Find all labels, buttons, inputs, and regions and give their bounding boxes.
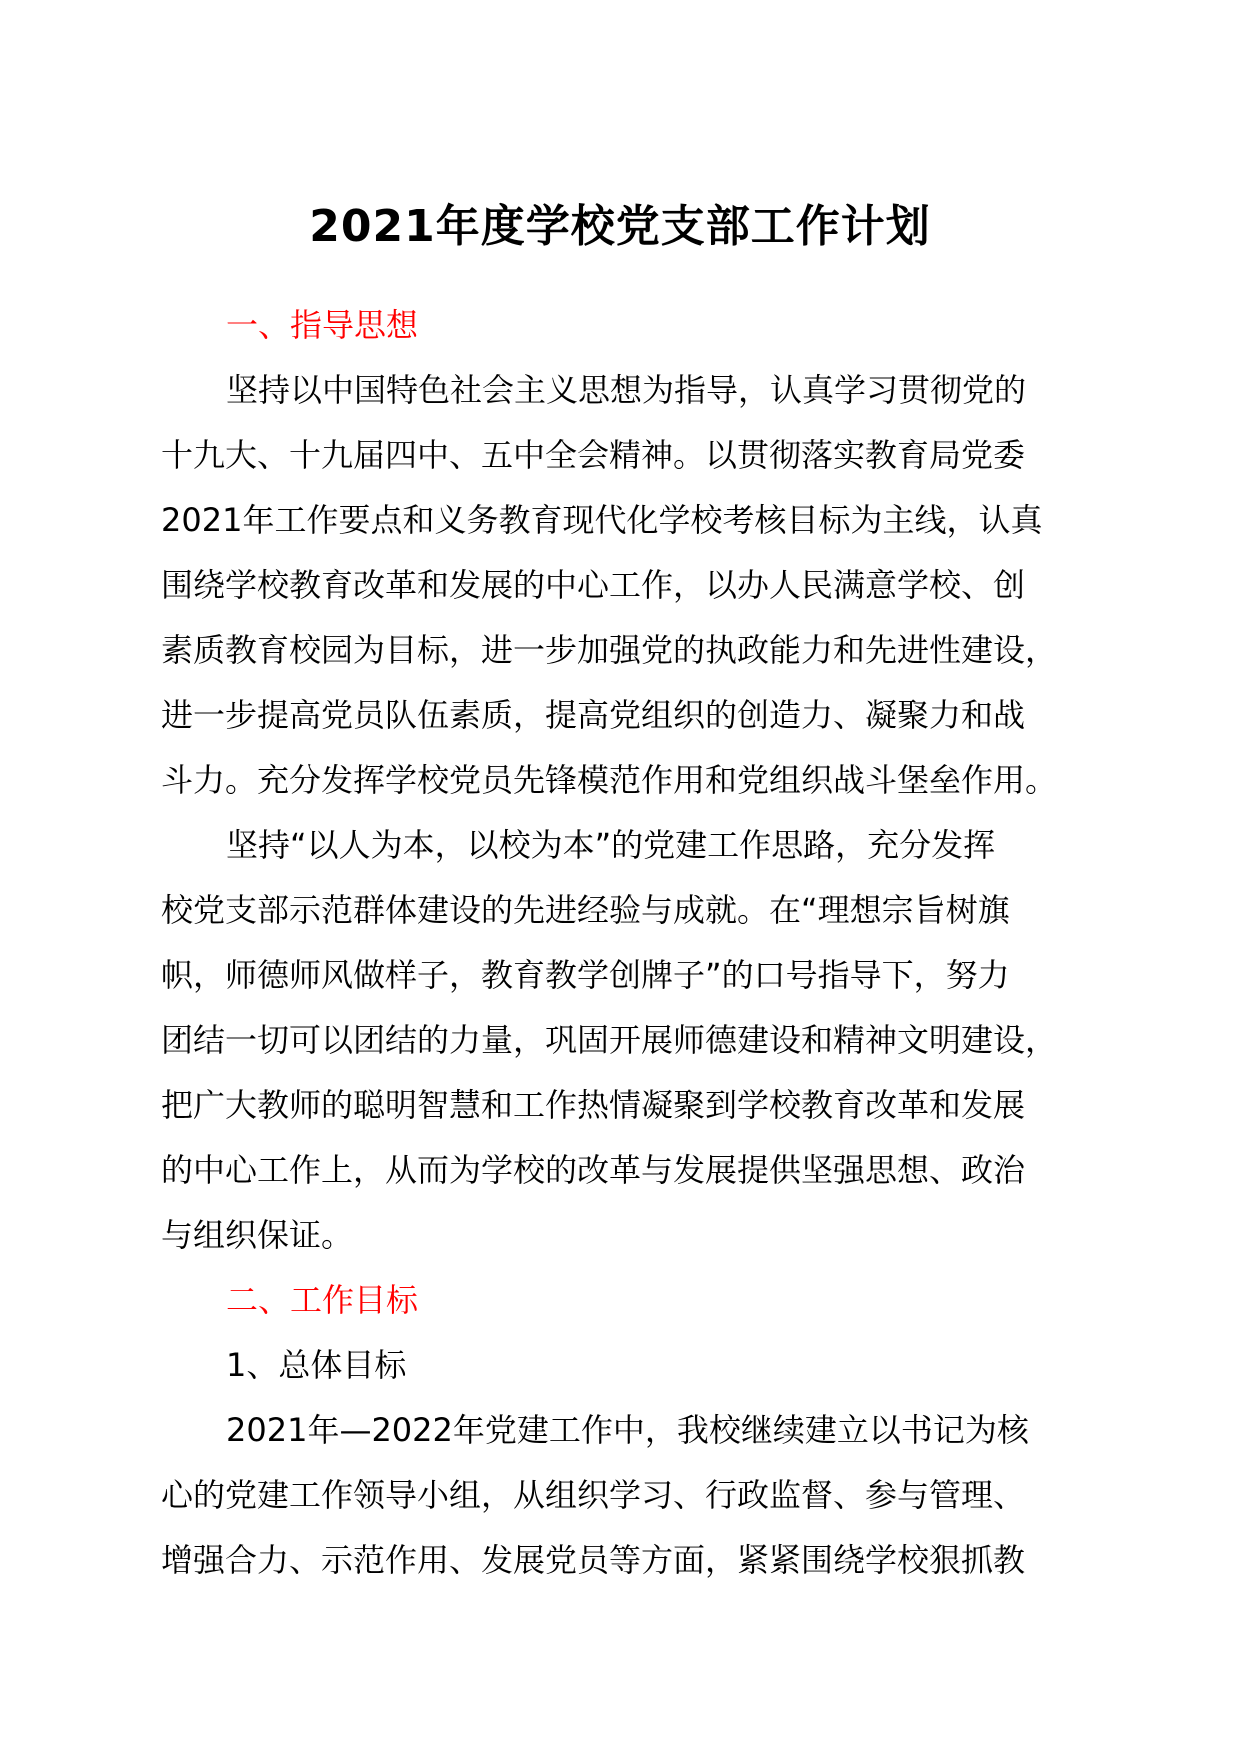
- text-line: 与组织保证。: [161, 1216, 354, 1254]
- text-line: 斗力。充分发挥学校党员先锋模范作用和党组织战斗堡垒作用。: [161, 761, 1058, 799]
- text-line: 团结一切可以团结的力量，巩固开展师德建设和精神文明建设，: [161, 1021, 1058, 1059]
- subheading-overall-goals: 1、总体目标: [226, 1346, 407, 1384]
- text-line: 十九大、十九届四中、五中全会精神。以贯彻落实教育局党委: [161, 436, 1026, 474]
- page-title: 2021年度学校党支部工作计划: [309, 201, 931, 252]
- text-line: 坚持以中国特色社会主义思想为指导，认真学习贯彻党的: [226, 371, 1027, 409]
- text-line: 把广大教师的聪明智慧和工作热情凝聚到学校教育改革和发展: [161, 1086, 1026, 1124]
- paragraph-guiding-ideology-1: [161, 358, 1096, 813]
- text-line: 坚持“以人为本，以校为本”的党建工作思路，充分发挥: [226, 826, 996, 864]
- paragraph-work-goals-1: [161, 1398, 1096, 1593]
- text-line: 2021年工作要点和义务教育现代化学校考核目标为主线，认真: [161, 501, 1043, 539]
- text-line: 帜，师德师风做样子，教育教学创牌子”的口号指导下，努力: [161, 956, 1010, 994]
- text-line: 素质教育校园为目标，进一步加强党的执政能力和先进性建设，: [161, 631, 1058, 669]
- section-heading-work-goals: 二、工作目标: [226, 1281, 419, 1319]
- text-line: 进一步提高党员队伍素质，提高党组织的创造力、凝聚力和战: [161, 696, 1026, 734]
- text-line: 2021年—2022年党建工作中，我校继续建立以书记为核: [226, 1411, 1029, 1449]
- text-line: 增强合力、示范作用、发展党员等方面，紧紧围绕学校狠抓教: [161, 1541, 1026, 1579]
- text-line: 心的党建工作领导小组，从组织学习、行政监督、参与管理、: [161, 1476, 1026, 1514]
- text-line: 围绕学校教育改革和发展的中心工作，以办人民满意学校、创: [161, 566, 1026, 604]
- section-heading-guiding-ideology: 一、指导思想: [226, 306, 419, 344]
- text-line: 校党支部示范群体建设的先进经验与成就。在“理想宗旨树旗: [161, 891, 1010, 929]
- paragraph-guiding-ideology-2: [161, 813, 1096, 1268]
- text-line: 的中心工作上，从而为学校的改革与发展提供坚强思想、政治: [161, 1151, 1026, 1189]
- document-body: [161, 293, 1096, 1593]
